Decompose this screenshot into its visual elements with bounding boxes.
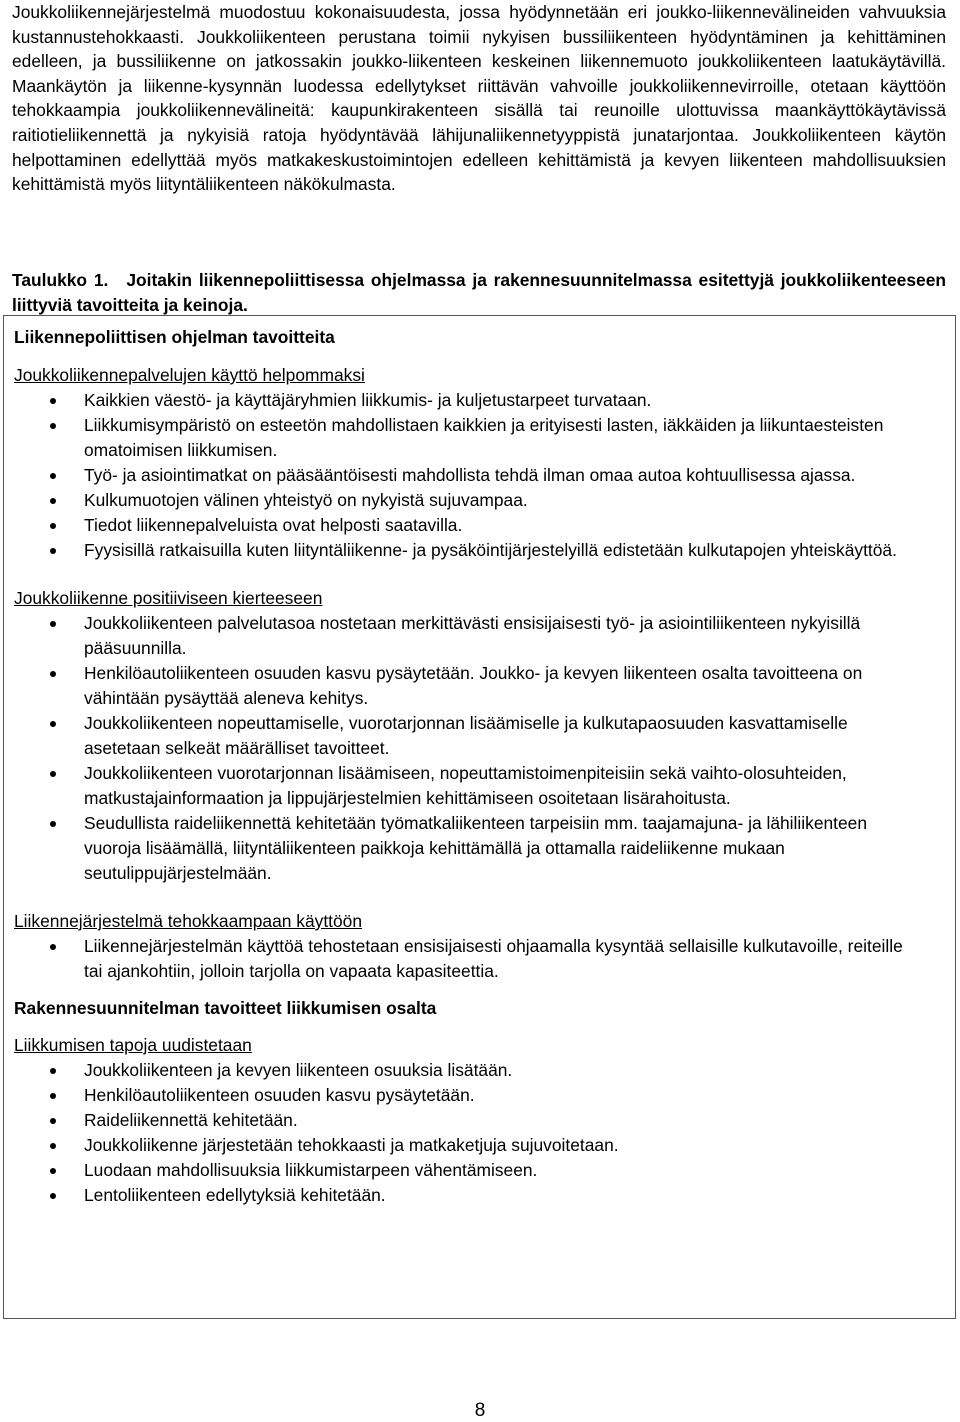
list-item-text: Kaikkien väestö- ja käyttäjäryhmien liikkumis- ja kuljetustarpeet turvataan. bbox=[84, 390, 652, 410]
list-item-text: Henkilöautoliikenteen osuuden kasvu pysäytetään. bbox=[84, 1085, 475, 1105]
list-item bbox=[14, 661, 955, 711]
group-2 bbox=[14, 586, 955, 886]
bullet-list bbox=[14, 1058, 955, 1208]
list-item-text: Joukkoliikenteen nopeuttamiselle, vuorotarjonnan lisäämiselle ja kulkutapaosuuden kasvattamiselle asetetaan selkeät määrälliset tavoitteet. bbox=[84, 713, 848, 758]
goals-table bbox=[3, 315, 956, 1319]
list-item-text: Joukkoliikenteen ja kevyen liikenteen osuuksia lisätään. bbox=[84, 1060, 513, 1080]
list-item bbox=[14, 1183, 955, 1208]
bullet-icon bbox=[50, 473, 56, 479]
list-item-text: Tiedot liikennepalveluista ovat helposti saatavilla. bbox=[84, 515, 463, 535]
list-item bbox=[14, 934, 955, 984]
bullet-icon bbox=[50, 1118, 56, 1124]
list-item-text: Raideliikennettä kehitetään. bbox=[84, 1110, 298, 1130]
bullet-icon bbox=[50, 944, 56, 950]
bullet-icon bbox=[50, 721, 56, 727]
list-item bbox=[14, 711, 955, 761]
section-title-policy-goals: Liikennepoliittisen ohjelman tavoitteita bbox=[14, 327, 335, 347]
bullet-list bbox=[14, 934, 955, 984]
list-item bbox=[14, 538, 955, 563]
bullet-icon bbox=[50, 523, 56, 529]
group-heading: Joukkoliikenne positiiviseen kierteeseen bbox=[14, 588, 323, 608]
list-item bbox=[14, 1133, 955, 1158]
section-title-structure-plan: Rakennesuunnitelman tavoitteet liikkumisen osalta bbox=[14, 998, 437, 1018]
bullet-list bbox=[14, 388, 955, 563]
list-item bbox=[14, 611, 955, 661]
group-heading: Liikkumisen tapoja uudistetaan bbox=[14, 1035, 252, 1055]
list-item-text: Liikkumisympäristö on esteetön mahdollistaen kaikkien ja erityisesti lasten, iäkkäiden ja liikuntaesteisten omatoimisen liikkumisen. bbox=[84, 415, 884, 460]
list-item-text: Henkilöautoliikenteen osuuden kasvu pysäytetään. Joukko- ja kevyen liikenteen osalta tavoitteena on vähintään pysäyttää aleneva kehitys. bbox=[84, 663, 863, 708]
table-caption-label: Taulukko 1. bbox=[12, 270, 109, 290]
bullet-icon bbox=[50, 398, 56, 404]
list-item bbox=[14, 1158, 955, 1183]
list-item bbox=[14, 1083, 955, 1108]
bullet-icon bbox=[50, 1143, 56, 1149]
bullet-icon bbox=[50, 821, 56, 827]
page-number: 8 bbox=[474, 1400, 486, 1421]
group-1 bbox=[14, 363, 955, 563]
bullet-icon bbox=[50, 423, 56, 429]
list-item bbox=[14, 1058, 955, 1083]
list-item-text: Lentoliikenteen edellytyksiä kehitetään. bbox=[84, 1185, 386, 1205]
group-4 bbox=[14, 1033, 955, 1208]
bullet-icon bbox=[50, 621, 56, 627]
list-item bbox=[14, 513, 955, 538]
list-item bbox=[14, 488, 955, 513]
bullet-icon bbox=[50, 771, 56, 777]
list-item-text: Joukkoliikenteen palvelutasoa nostetaan merkittävästi ensisijaisesti työ- ja asiointiliikenteen nykyisillä pääsuunnilla. bbox=[84, 613, 861, 658]
bullet-icon bbox=[50, 1093, 56, 1099]
list-item bbox=[14, 811, 955, 886]
list-item-text: Luodaan mahdollisuuksia liikkumistarpeen vähentämiseen. bbox=[84, 1160, 538, 1180]
group-heading: Liikennejärjestelmä tehokkaampaan käyttöön bbox=[14, 911, 363, 931]
list-item-text: Joukkoliikenne järjestetään tehokkaasti ja matkaketjuja sujuvoitetaan. bbox=[84, 1135, 619, 1155]
intro-paragraph: Joukkoliikennejärjestelmä muodostuu kokonaisuudesta, jossa hyödynnetään eri joukko-liikennevälineiden vahvuuksia kustannustehokkaasti. Joukkoliikenteen perustana toimii nykyisen bussiliikenteen hyödyntäminen ja kehittäminen edelleen, ja bussiliikenne on jatkossakin joukko-liikenteen keskeinen liikennemuoto joukkoliikenteen laatukäytävillä. Maankäytön ja liikenne-kysynnän luodessa edellytykset riittävän vahvoille joukkoliikennevirroille, otetaan käyttöön tehokkaampia joukkoliikennevälineitä: kaupunkirakenteen sisällä tai reunoille ulottuvissa maankäyttökäytävissä raitiotieliikennettä ja nykyisiä ratoja hyödyntävää lähijunaliikennetyyppistä junatarjontaa. Joukkoliikenteen käytön helpottaminen edellyttää myös matkakeskustoimintojen edelleen kehittämistä ja kevyen liikenteen mahdollisuuksien kehittämistä myös liityntäliikenteen näkökulmasta. bbox=[12, 2, 946, 195]
bullet-list bbox=[14, 611, 955, 886]
group-heading: Joukkoliikennepalvelujen käyttö helpommaksi bbox=[14, 365, 365, 385]
list-item-text: Joukkoliikenteen vuorotarjonnan lisäämiseen, nopeuttamistoimenpiteisiin sekä vaihto-olosuhteiden, matkustajainformaation ja lippujärjestelmien kehittämiseen osoitetaan lisärahoitusta. bbox=[84, 763, 847, 808]
list-item bbox=[14, 761, 955, 811]
list-item bbox=[14, 413, 955, 463]
table-caption bbox=[12, 268, 946, 317]
bullet-icon bbox=[50, 548, 56, 554]
list-item-text: Työ- ja asiointimatkat on pääsääntöisesti mahdollista tehdä ilman omaa autoa kohtuullisessa ajassa. bbox=[84, 465, 856, 485]
list-item-text: Liikennejärjestelmän käyttöä tehostetaan ensisijaisesti ohjaamalla kysyntää sellaisille kulkutavoille, reiteille tai ajankohtiin, jolloin tarjolla on vapaata kapasiteettia. bbox=[84, 936, 903, 981]
bullet-icon bbox=[50, 1193, 56, 1199]
group-3 bbox=[14, 909, 955, 984]
list-item bbox=[14, 388, 955, 413]
bullet-icon bbox=[50, 671, 56, 677]
bullet-icon bbox=[50, 1068, 56, 1074]
bullet-icon bbox=[50, 498, 56, 504]
table-caption-text: Joitakin liikennepoliittisessa ohjelmassa ja rakennesuunnitelmassa esitettyjä joukkoliikenteeseen liittyviä tavoitteita ja keinoja. bbox=[12, 270, 946, 315]
list-item-text: Seudullista raideliikennettä kehitetään työmatkaliikenteen tarpeisiin mm. taajamajuna- ja lähiliikenteen vuoroja lisäämällä, liityntäliikenteen paikkoja kehittämällä ja ottamalla raideliikenne mukaan seutulippujärjestelmään. bbox=[84, 813, 868, 883]
list-item bbox=[14, 463, 955, 488]
list-item bbox=[14, 1108, 955, 1133]
list-item-text: Fyysisillä ratkaisuilla kuten liityntäliikenne- ja pysäköintijärjestelyillä edistetään kulkutapojen yhteiskäyttöä. bbox=[84, 540, 897, 560]
list-item-text: Kulkumuotojen välinen yhteistyö on nykyistä sujuvampaa. bbox=[84, 490, 528, 510]
bullet-icon bbox=[50, 1168, 56, 1174]
